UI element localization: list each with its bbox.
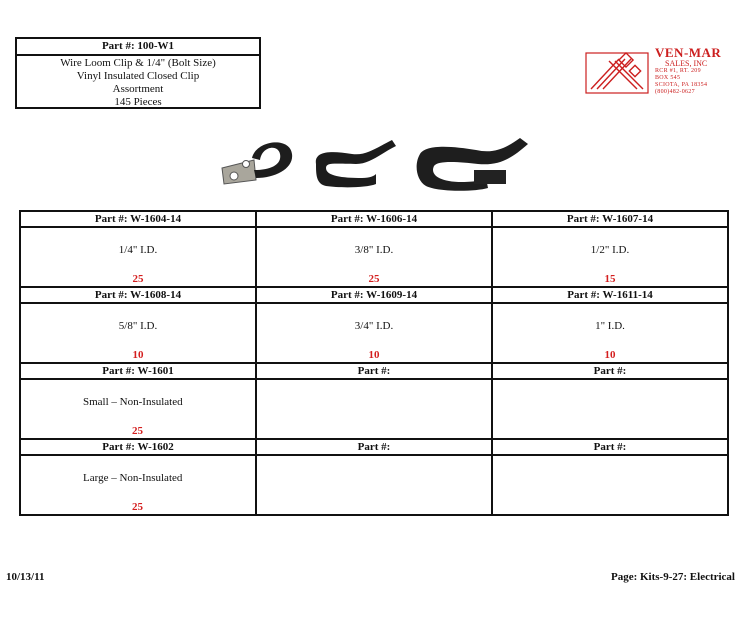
part-detail-cell bbox=[256, 227, 492, 287]
part-header-row bbox=[20, 211, 728, 227]
j-clip-icon bbox=[316, 140, 396, 187]
part-number-cell: Part #: bbox=[492, 439, 728, 455]
part-detail-cell bbox=[256, 379, 492, 439]
part-number-cell: Part #: W-1602 bbox=[20, 439, 256, 455]
large-clip-icon bbox=[417, 138, 528, 191]
part-detail-row bbox=[20, 379, 728, 439]
part-header-row bbox=[20, 287, 728, 303]
logo-address-line: (800)482-0627 bbox=[655, 89, 695, 95]
part-number-cell: Part #: W-1606-14 bbox=[256, 211, 492, 227]
insulated-clip-icon bbox=[222, 142, 292, 184]
part-detail-cell bbox=[492, 455, 728, 515]
part-number-cell: Part #: bbox=[492, 363, 728, 379]
part-header-row bbox=[20, 439, 728, 455]
part-detail-row bbox=[20, 227, 728, 287]
part-number-cell: Part #: W-1611-14 bbox=[492, 287, 728, 303]
part-description: Small – Non-Insulated bbox=[83, 396, 183, 408]
part-description: 1/2" I.D. bbox=[590, 244, 630, 256]
part-detail-row bbox=[20, 455, 728, 515]
part-quantity: 25 bbox=[132, 425, 143, 437]
part-detail-cell bbox=[256, 303, 492, 363]
part-quantity: 25 bbox=[132, 273, 144, 285]
footer-date: 10/13/11 bbox=[6, 571, 45, 583]
part-detail-cell bbox=[492, 227, 728, 287]
part-description: 1" I.D. bbox=[595, 320, 625, 332]
part-detail-cell bbox=[492, 379, 728, 439]
part-number-cell: Part #: W-1604-14 bbox=[20, 211, 256, 227]
part-description: 5/8" I.D. bbox=[118, 320, 158, 332]
logo-text bbox=[655, 47, 721, 96]
part-description: 1/4" I.D. bbox=[118, 244, 158, 256]
ven-mar-emblem-icon bbox=[585, 49, 651, 97]
part-number-cell: Part #: W-1609-14 bbox=[256, 287, 492, 303]
kit-line: 145 Pieces bbox=[114, 96, 162, 108]
ven-mar-logo bbox=[585, 47, 735, 97]
part-quantity: 10 bbox=[132, 349, 144, 361]
part-description: 3/8" I.D. bbox=[354, 244, 394, 256]
part-quantity: 10 bbox=[604, 349, 616, 361]
part-detail-cell bbox=[20, 455, 256, 515]
part-quantity: 25 bbox=[368, 273, 380, 285]
clip-product-photo bbox=[216, 134, 534, 196]
part-detail-cell bbox=[256, 455, 492, 515]
part-description: 3/4" I.D. bbox=[354, 320, 394, 332]
logo-address-line: RCR #1, RT. 209 bbox=[655, 68, 701, 74]
part-detail-row bbox=[20, 303, 728, 363]
part-number-cell: Part #: bbox=[256, 439, 492, 455]
logo-address-line: BOX 545 bbox=[655, 75, 681, 81]
kit-description bbox=[17, 56, 259, 109]
part-header-row bbox=[20, 363, 728, 379]
part-detail-cell bbox=[20, 379, 256, 439]
part-quantity: 25 bbox=[132, 501, 143, 513]
logo-subtitle: SALES, INC bbox=[665, 59, 708, 68]
kit-line: Vinyl Insulated Closed Clip bbox=[76, 70, 200, 82]
part-quantity: 10 bbox=[368, 349, 380, 361]
part-description: Large – Non-Insulated bbox=[83, 472, 183, 484]
part-detail-cell bbox=[492, 303, 728, 363]
footer-page-label: Page: Kits-9-27: Electrical bbox=[610, 571, 735, 583]
kit-line: Assortment bbox=[112, 83, 164, 95]
part-number-cell: Part #: W-1607-14 bbox=[492, 211, 728, 227]
part-detail-cell bbox=[20, 227, 256, 287]
kit-line: Wire Loom Clip & 1/4" (Bolt Size) bbox=[60, 57, 216, 69]
part-number-cell: Part #: W-1601 bbox=[20, 363, 256, 379]
part-number-cell: Part #: W-1608-14 bbox=[20, 287, 256, 303]
logo-name: VEN-MAR bbox=[655, 45, 722, 60]
kit-part-number: Part #: 100-W1 bbox=[17, 39, 259, 56]
part-number-cell: Part #: bbox=[256, 363, 492, 379]
logo-address-line: SCIOTA, PA 18354 bbox=[655, 82, 708, 88]
kit-summary-box bbox=[15, 37, 261, 109]
parts-table bbox=[19, 210, 729, 516]
part-quantity: 15 bbox=[604, 273, 616, 285]
part-detail-cell bbox=[20, 303, 256, 363]
